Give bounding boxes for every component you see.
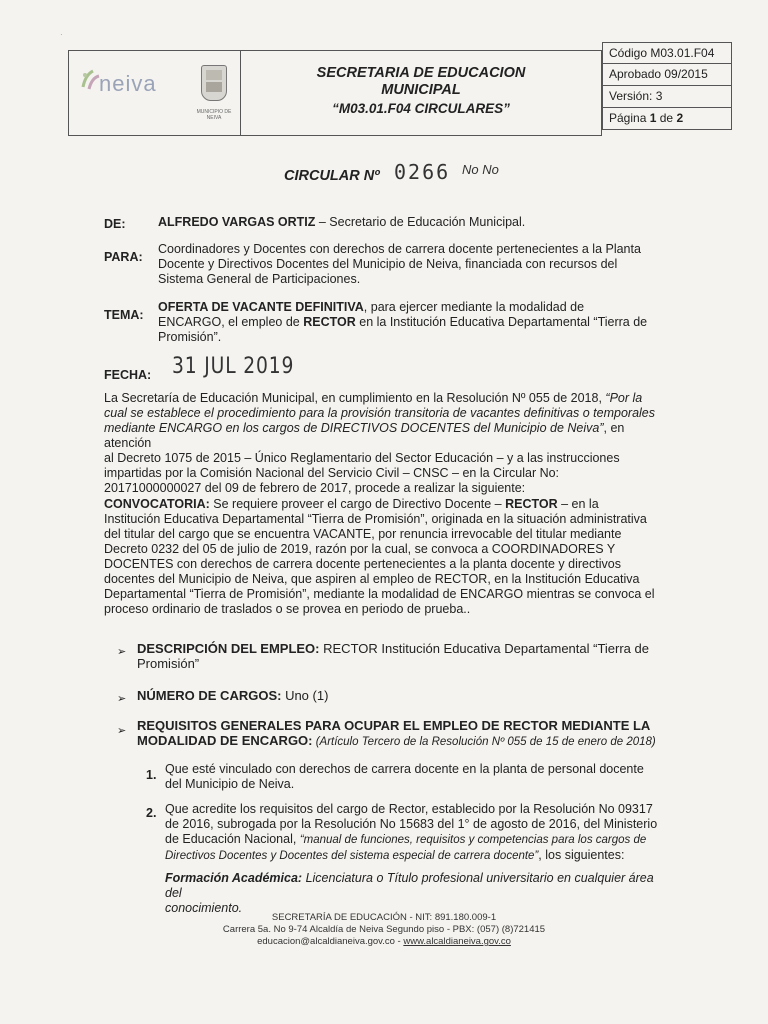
- logo-wordmark: neiva: [99, 71, 157, 96]
- footer-email: educacion@alcaldianeiva.gov.co -: [257, 936, 404, 947]
- title-line-2: MUNICIPAL: [381, 82, 461, 98]
- tema-rector: RECTOR: [303, 315, 356, 329]
- page-total: 2: [676, 111, 684, 125]
- intro-line-3: [104, 421, 664, 451]
- convocatoria-line-2: Institución Educativa Departamental “Tierra de Promisión”, originada en la situación administrativa: [104, 512, 647, 526]
- version: Versión: 3: [602, 86, 732, 108]
- item-number-1: 1.: [146, 768, 157, 782]
- fecha-label-text: FECHA:: [104, 368, 152, 382]
- descripcion-empleo: [137, 641, 667, 671]
- sender-role: – Secretario de Educación Municipal.: [315, 215, 526, 229]
- requisito-2-line-4: [165, 848, 665, 864]
- para-value: [158, 242, 662, 287]
- requisito-2-line-2: de 2016, subrogada por la Resolución No 15683 del 1° de agosto de 2016, del Ministerio: [165, 817, 658, 831]
- para-line-1: Coordinadores y Docentes con derechos de carrera docente pertenecientes a la Planta: [158, 242, 641, 256]
- sender-name: ALFREDO VARGAS ORTIZ: [158, 215, 316, 229]
- tema-label-text: TEMA:: [104, 308, 144, 322]
- requisito-2-line-4b: , los siguientes:: [538, 848, 625, 862]
- intro-line-5: impartidas por la Comisión Nacional del Servicio Civil – CNSC – en la Circular No:: [104, 466, 560, 480]
- convocatoria-line-1b: – en la: [557, 497, 599, 511]
- convocatoria-line-1: [104, 497, 664, 512]
- tema-offer: OFERTA DE VACANTE DEFINITIVA: [158, 300, 364, 314]
- formacion-line-1: [165, 871, 665, 901]
- page-of: de: [659, 111, 674, 125]
- convocatoria-line-1a: Se requiere proveer el cargo de Directivo Docente –: [209, 497, 506, 511]
- formacion-label: Formación Académica:: [165, 871, 303, 885]
- footer-contact: [0, 936, 768, 948]
- circular-handwritten-suffix: No No: [462, 162, 499, 177]
- numero-cargos: [137, 688, 328, 703]
- requisito-2-line-3a: de Educación Nacional,: [165, 832, 300, 846]
- de-value: [158, 215, 525, 230]
- logo-cell: [68, 50, 240, 136]
- numero-cargos-value: Uno (1): [281, 688, 329, 703]
- descripcion-line-2: Promisión”: [137, 656, 200, 671]
- convocatoria-line-8: proceso ordinario de traslados o se provea en periodo de prueba..: [104, 602, 471, 616]
- formacion-academica: [165, 871, 665, 916]
- requisito-2-line-3: [165, 832, 665, 848]
- de-label: [104, 217, 126, 232]
- footer-website-link[interactable]: www.alcaldianeiva.gov.co: [403, 936, 511, 947]
- descripcion-value: RECTOR Institución Educativa Departamental “Tierra de: [319, 641, 649, 656]
- convocatoria-line-4: Decreto 0232 del 05 de julio de 2019, razón por la cual, se convoca a COORDINADORES Y: [104, 542, 616, 556]
- requisitos-modalidad: MODALIDAD DE ENCARGO:: [137, 733, 313, 748]
- requisito-2-line-1: Que acredite los requisitos del cargo de Rector, establecido por la Resolución No 09317: [165, 802, 653, 816]
- intro-line-3b: , en atención: [104, 421, 625, 450]
- footer-address: Carrera 5a. No 9-74 Alcaldía de Neiva Segundo piso - PBX: (057) (8)721415: [222, 924, 546, 935]
- footer-nit: SECRETARÍA DE EDUCACIÓN - NIT: 891.180.009-1: [271, 912, 497, 923]
- intro-line-3-italic: mediante ENCARGO en los cargos de DIRECTIVOS DOCENTES del Municipio de Neiva”: [104, 421, 604, 435]
- intro-line-1-italic: “Por la: [605, 391, 643, 405]
- intro-line-1a: La Secretaría de Educación Municipal, en cumplimiento en la Resolución Nº 055 de 2018,: [104, 391, 606, 405]
- fecha-label: [104, 368, 151, 383]
- para-label: [104, 250, 143, 265]
- tema-line-2a: ENCARGO, el empleo de: [158, 315, 304, 329]
- requisitos-line-1: REQUISITOS GENERALES PARA OCUPAR EL EMPLEO DE RECTOR MEDIANTE LA: [137, 718, 651, 733]
- convocatoria-line-3: del titular del cargo que se encuentra VACANTE, por renuncia irrevocable del titular mediante: [104, 527, 622, 541]
- formacion-line-2: conocimiento.: [165, 901, 243, 915]
- requisitos-heading: [137, 718, 667, 750]
- page-num: 1: [649, 111, 657, 125]
- intro-paragraph: [104, 391, 664, 496]
- requisito-2: [165, 802, 665, 864]
- descripcion-label: DESCRIPCIÓN DEL EMPLEO:: [137, 641, 320, 656]
- convocatoria-rector: RECTOR: [505, 497, 558, 511]
- para-line-2: Docente y Directivos Docentes del Municipio de Neiva, financiada con recursos del: [158, 257, 618, 271]
- intro-line-2: cual se establece el procedimiento para la provisión transitoria de vacantes definitivas o temporales: [104, 406, 655, 420]
- tema-label: [104, 308, 144, 323]
- convocatoria-line-5: DOCENTES con derechos de carrera docente pertenecientes a la planta docente y directivos: [104, 557, 621, 571]
- tema-line-1: [158, 300, 662, 315]
- requisito-1-line-1: Que esté vinculado con derechos de carrera docente en la planta de personal docente: [165, 762, 644, 776]
- tema-value: [158, 300, 662, 345]
- circular-number: 0266: [394, 160, 451, 184]
- scan-speck: ·: [60, 30, 63, 39]
- header-meta: [602, 42, 732, 130]
- bullet-arrow-icon: ➢: [117, 646, 127, 658]
- fecha-stamp: 31 JUL 2019: [172, 354, 295, 379]
- requisitos-reference: (Artículo Tercero de la Resolución Nº 055 de 15 de enero de 2018): [312, 736, 656, 748]
- tema-line-2: [158, 315, 662, 330]
- para-line-3: Sistema General de Participaciones.: [158, 272, 361, 286]
- convocatoria-line-6: docentes del Municipio de Neiva, que aspiren al empleo de RECTOR, en la Institución Educativa: [104, 572, 640, 586]
- intro-line-6: 20171000000027 del 09 de febrero de 2017, procede a realizar la siguiente:: [104, 481, 526, 495]
- header-title: [241, 65, 601, 99]
- convocatoria-label: CONVOCATORIA:: [104, 497, 210, 511]
- intro-line-1: [104, 391, 664, 406]
- bullet-arrow-icon: ➢: [117, 693, 127, 705]
- tema-line-1-text: , para ejercer mediante la modalidad de: [363, 300, 585, 314]
- page-indicator: [602, 108, 732, 130]
- numero-cargos-label: NÚMERO DE CARGOS:: [137, 688, 282, 703]
- para-label-text: PARA:: [104, 250, 143, 264]
- descripcion-line-1: [137, 641, 667, 656]
- tema-line-3: Promisión”.: [158, 330, 222, 344]
- footer: [0, 912, 768, 948]
- formacion-line-1-text: Licenciatura o Título profesional universitario en cualquier área del: [165, 871, 654, 900]
- requisito-2-line-4-italic: Directivos Docentes y Docentes del sistema especial de carrera docente”: [165, 850, 539, 862]
- document-header: [68, 42, 715, 138]
- header-subtitle: “M03.01.F04 CIRCULARES”: [332, 101, 510, 116]
- requisito-1: [165, 762, 665, 792]
- convocatoria-line-7: Departamental “Tierra de Promisión”, mediante la modalidad de ENCARGO mientras se convoca el: [104, 587, 655, 601]
- item-number-2: 2.: [146, 806, 157, 820]
- circular-label: CIRCULAR Nº: [284, 168, 380, 184]
- intro-line-4: al Decreto 1075 de 2015 – Único Reglamentario del Sector Educación – y a las instrucciones: [104, 451, 620, 465]
- page-label: Página: [609, 111, 647, 125]
- requisitos-line-2: [137, 733, 667, 750]
- title-line-1: SECRETARIA DE EDUCACION: [316, 65, 526, 81]
- de-label-text: DE:: [104, 217, 126, 231]
- requisito-1-line-2: del Municipio de Neiva.: [165, 777, 295, 791]
- document-code: Código M03.01.F04: [602, 42, 732, 64]
- bullet-arrow-icon: ➢: [117, 725, 127, 737]
- convocatoria-paragraph: [104, 497, 664, 617]
- approval-date: Aprobado 09/2015: [602, 64, 732, 86]
- header-title-cell: [240, 50, 602, 136]
- crest-caption: MUNICIPIO DE NEIVA: [196, 109, 232, 121]
- municipal-crest-icon: [201, 65, 227, 101]
- requisito-2-line-3-italic: “manual de funciones, requisitos y competencias para los cargos de: [299, 834, 647, 846]
- tema-line-2b: en la Institución Educativa Departamental “Tierra de: [355, 315, 648, 329]
